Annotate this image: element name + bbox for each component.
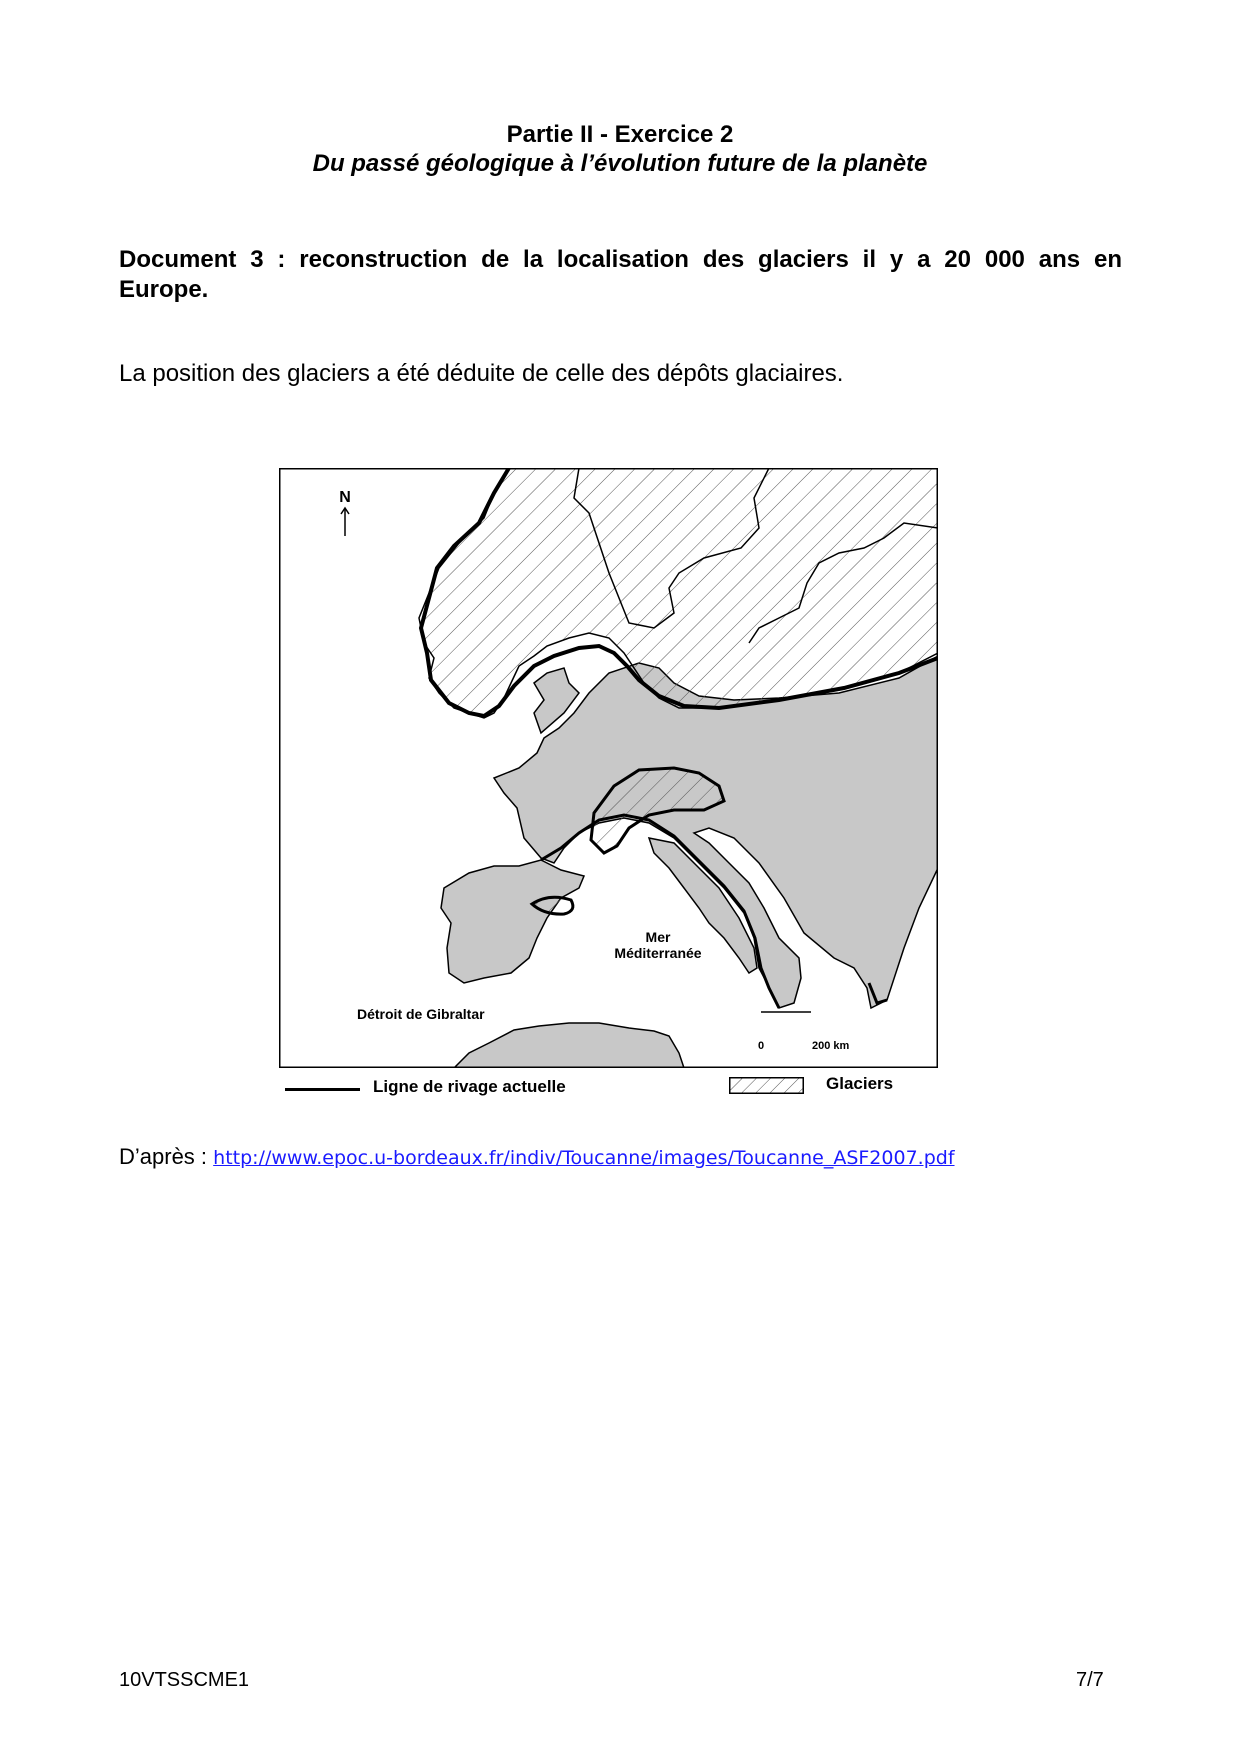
strait-label: Détroit de Gibraltar [357,1006,485,1022]
footer-code: 10VTSSCME1 [119,1669,250,1691]
scale-end-label: 200 km [812,1040,850,1052]
north-label: N [339,489,351,506]
document-heading: Document 3 : reconstruction de la localisation des glaciers il y a 20 000 ans en [119,246,1122,273]
footer-page-number: 7/7 [1076,1669,1104,1691]
intro-paragraph: La position des glaciers a été déduite de celle des dépôts glaciaires. [119,360,844,387]
legend-glacier-label: Glaciers [826,1074,894,1093]
source-link[interactable]: http://www.epoc.u-bordeaux.fr/indiv/Toucanne/images/Toucanne_ASF2007.pdf [213,1147,955,1169]
glacier-map [279,468,938,1068]
glacier-northern-ice-sheet [419,468,938,718]
legend-coastline-label: Ligne de rivage actuelle [373,1077,566,1096]
legend-coastline-line [285,1088,360,1091]
legend-glacier-swatch [729,1077,804,1094]
page-subtitle: Du passé géologique à l’évolution future de la planète [312,150,928,177]
sea-label-line2: Méditerranée [614,945,702,961]
map-legend [283,1072,943,1108]
source-citation [119,1143,955,1172]
document-heading-continued: Europe. [119,276,209,303]
page-title: Partie II - Exercice 2 [506,121,734,148]
scale-start-label: 0 [758,1040,765,1052]
source-prefix: D’après : [119,1144,214,1169]
sea-label-line1: Mer [645,929,671,945]
